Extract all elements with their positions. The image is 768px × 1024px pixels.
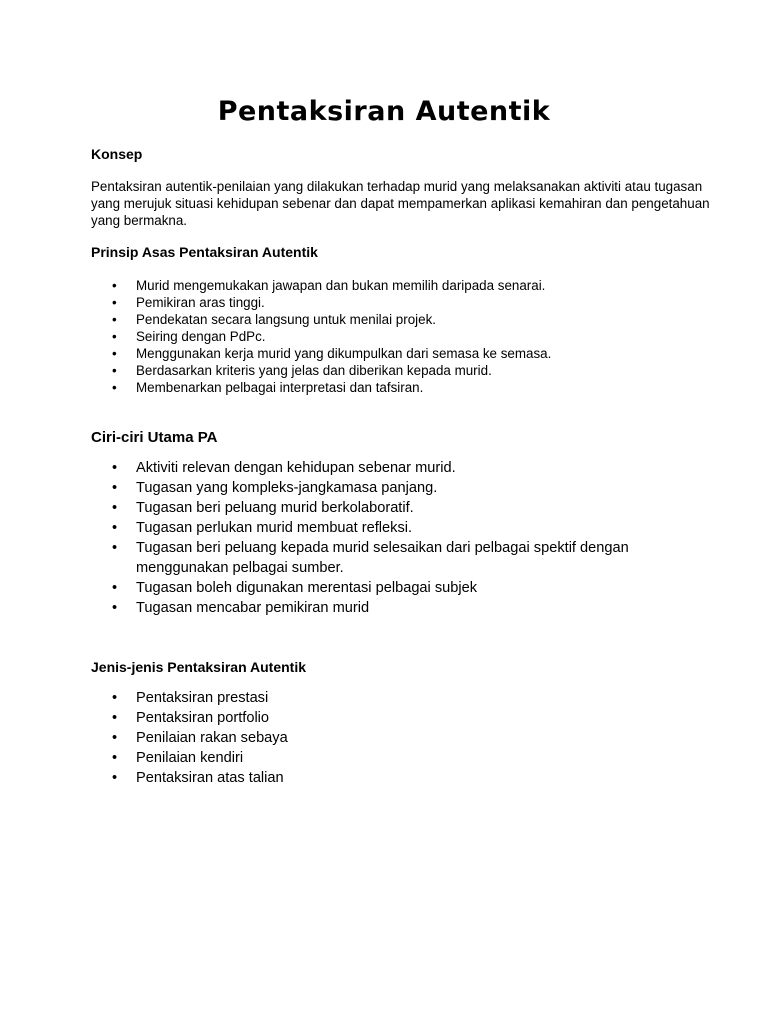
list-item: • Berdasarkan kriteris yang jelas dan diberikan kepada murid. [112,363,492,378]
list-item: • Pendekatan secara langsung untuk menilai projek. [112,312,436,327]
bullet-icon: • [112,710,118,726]
prinsip-heading: Prinsip Asas Pentaksiran Autentik [91,244,318,260]
ciri-list [91,458,656,618]
list-item: • Tugasan beri peluang kepada murid selesaikan dari pelbagai spektif dengan menggunakan pelbagai sumber. [112,540,629,576]
bullet-icon: • [112,540,118,556]
list-item: • Pentaksiran prestasi [112,690,269,706]
list-item: • Tugasan boleh digunakan merentasi pelbagai subjek [112,580,478,596]
bullet-icon: • [112,278,117,293]
bullet-icon: • [112,329,117,344]
bullet-icon: • [112,480,118,496]
bullet-icon: • [112,380,117,395]
list-item: • Menggunakan kerja murid yang dikumpulkan dari semasa ke semasa. [112,346,552,361]
list-item: • Penilaian kendiri [112,750,244,766]
konsep-paragraph: Pentaksiran autentik-penilaian yang dilakukan terhadap murid yang melaksanakan aktiviti atau tugasan yang merujuk situasi kehidupan sebenar dan dapat mempamerkan aplikasi kemahiran dan pengetahuan yang bermakna. [91,179,710,228]
bullet-icon: • [112,500,118,516]
bullet-icon: • [112,520,118,536]
bullet-icon: • [112,363,117,378]
bullet-icon: • [112,750,118,766]
jenis-heading: Jenis-jenis Pentaksiran Autentik [91,659,306,675]
bullet-icon: • [112,580,118,596]
bullet-icon: • [112,690,118,706]
list-item: • Murid mengemukakan jawapan dan bukan memilih daripada senarai. [112,278,546,293]
list-item: • Pentaksiran portfolio [112,710,270,726]
bullet-icon: • [112,770,118,786]
list-item: • Aktiviti relevan dengan kehidupan sebenar murid. [112,460,456,476]
page-title: Pentaksiran Autentik [217,96,551,127]
prinsip-list [91,277,551,396]
bullet-icon: • [112,600,118,616]
list-item: • Tugasan beri peluang murid berkolaboratif. [112,500,414,516]
bullet-icon: • [112,460,118,476]
konsep-heading: Konsep [91,146,143,162]
bullet-icon: • [112,730,118,746]
list-item: • Tugasan yang kompleks-jangkamasa panjang. [112,480,438,496]
list-item: • Pentaksiran atas talian [112,770,284,786]
list-item: • Tugasan perlukan murid membuat refleksi. [112,520,413,536]
bullet-icon: • [112,312,117,327]
list-item: • Tugasan mencabar pemikiran murid [112,600,370,616]
list-item: • Penilaian rakan sebaya [112,730,288,746]
list-item: • Pemikiran aras tinggi. [112,295,265,310]
bullet-icon: • [112,295,117,310]
ciri-heading: Ciri-ciri Utama PA [91,429,218,446]
list-item: • Membenarkan pelbagai interpretasi dan tafsiran. [112,380,424,395]
list-item: • Seiring dengan PdPc. [112,329,266,344]
jenis-list [91,688,656,788]
bullet-icon: • [112,346,117,361]
